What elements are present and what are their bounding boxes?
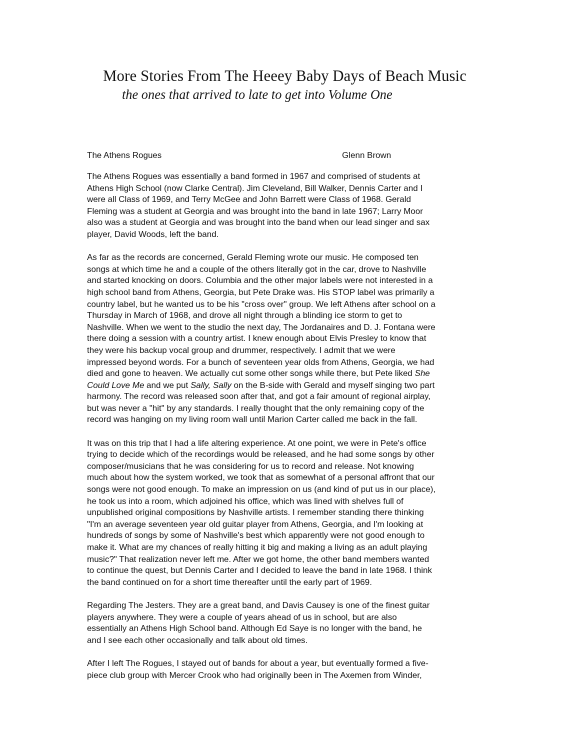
text-line: country label, but he wanted us to be his "cross over" group. We left Athens after school on a [87, 298, 436, 309]
text-line: Could Love Me and we put Sally, Sally on the B-side with Gerald and myself singing two part [87, 379, 435, 390]
text-line: Nashville. When we went to the studio the next day, The Jordanaires and D. J. Fontana were [87, 321, 436, 332]
text-line: to continue the quest, but Dennis Carter and I decided to leave the band in late 1968. I think [87, 565, 432, 576]
author-name: Glenn Brown [342, 150, 392, 160]
text-line: but was never a "hit" by any standards. I really thought that the only remaining copy of the [87, 402, 425, 413]
text-line: trying to decide which of the recordings would be released, and he had some songs by other [87, 449, 435, 460]
text-line: Regarding The Jesters. They are a great band, and Davis Causey is one of the finest guitar [87, 599, 430, 610]
paragraph [87, 658, 527, 681]
paragraph [87, 438, 527, 589]
text-line: high school band from Athens, Georgia, but Pete Drake was. His STOP label was primarily a [87, 286, 435, 297]
paragraph [87, 252, 527, 426]
text-line: players anywhere. They were a couple of years ahead of us in school, but are also [87, 611, 397, 622]
band-name: The Athens Rogues [87, 150, 162, 160]
text-line: piece club group with Mercer Crook who had originally been in The Axemen from Winder, [87, 669, 422, 680]
text-line: record was hanging on my living room wall until Marion Carter called me back in the fall. [87, 414, 418, 425]
text-line: hundreds of songs by some of Nashville's best which apparently were not good enough to [87, 530, 425, 541]
text-line: impressed beyond words. For a bunch of seventeen year olds from Athens, Georgia, we had [87, 356, 435, 367]
section-heading [87, 150, 527, 162]
text-line: "I'm an average seventeen year old guitar player from Athens, Georgia, and I'm looking at [87, 518, 424, 529]
text-line: unpublished original compositions by Nashville artists. I remember standing there thinking [87, 507, 424, 518]
text-line: also was a student at Georgia and was brought into the band when our lead singer and sax [87, 217, 430, 228]
text-line: Fleming was a student at Georgia and was brought into the band in late 1967; Larry Moor [87, 205, 423, 216]
text-line: Thursday in March of 1968, and drove all night through a blinding ice storm to get to [87, 310, 403, 321]
text-line: and started knocking on doors. Columbia and the other major labels were not interested in a [87, 275, 433, 286]
text-line: player, David Woods, left the band. [87, 228, 219, 239]
text-line: and I see each other occasionally and talk about old times. [87, 634, 308, 645]
text-line: make it. What are my chances of really hitting it big and making a living as an adult playing [87, 542, 428, 552]
text-line: music?" That realization never left me. After we got home, the other band members wanted [87, 553, 430, 564]
text-line: were all Class of 1969, and Terry McGee and John Barrett were Class of 1968. Gerald [87, 194, 411, 205]
text-line: The Athens Rogues was essentially a band formed in 1967 and comprised of students at [87, 171, 421, 181]
document-body [87, 150, 527, 693]
text-line: harmony. The record was released soon after that, and got a fair amount of regional airplay, [87, 391, 431, 402]
text-line: they were his backup vocal group and drummer, respectively. I admit that we were [87, 344, 396, 355]
text-line: Athens High School (now Clarke Central). Jim Cleveland, Bill Walker, Dennis Carter and I [87, 182, 423, 193]
text-line: the band continued on for a short time thereafter until the early part of 1969. [87, 576, 372, 587]
text-line: As far as the records are concerned, Gerald Fleming wrote our music. He composed ten [87, 252, 419, 263]
text-line: After I left The Rogues, I stayed out of bands for about a year, but eventually formed a five- [87, 657, 429, 668]
document-subtitle: the ones that arrived to late to get into Volume One [122, 87, 393, 102]
text-line: there doing a session with a country artist. I knew enough about Elvis Presley to know that [87, 333, 427, 344]
text-line: composer/musicians that he was considering for us to record and release. Not knowing [87, 460, 414, 471]
text-line: essentially an Athens High School band. Although Ed Saye is no longer with the band, he [87, 623, 423, 634]
text-line: songs were not good enough. To make an impression on us (and kind of put us in our place), [87, 484, 436, 495]
text-line: much about how the system worked, we took that as somewhat of a personal affront that our [87, 472, 435, 483]
text-line: died and gone to heaven. We actually cut some other songs while there, but Pete liked She [87, 368, 430, 379]
text-line: songs at which time he and a couple of the others literally got in the car, drove to Nashville [87, 263, 427, 274]
document-title: More Stories From The Heeey Baby Days of Beach Music [103, 68, 467, 85]
text-line: It was on this trip that I had a life altering experience. At one point, we were in Pete's office [87, 437, 427, 448]
text-line: he took us into a room, which adjoined his office, which was lined with shelves full of [87, 495, 404, 506]
paragraph [87, 171, 527, 241]
paragraph [87, 600, 527, 646]
